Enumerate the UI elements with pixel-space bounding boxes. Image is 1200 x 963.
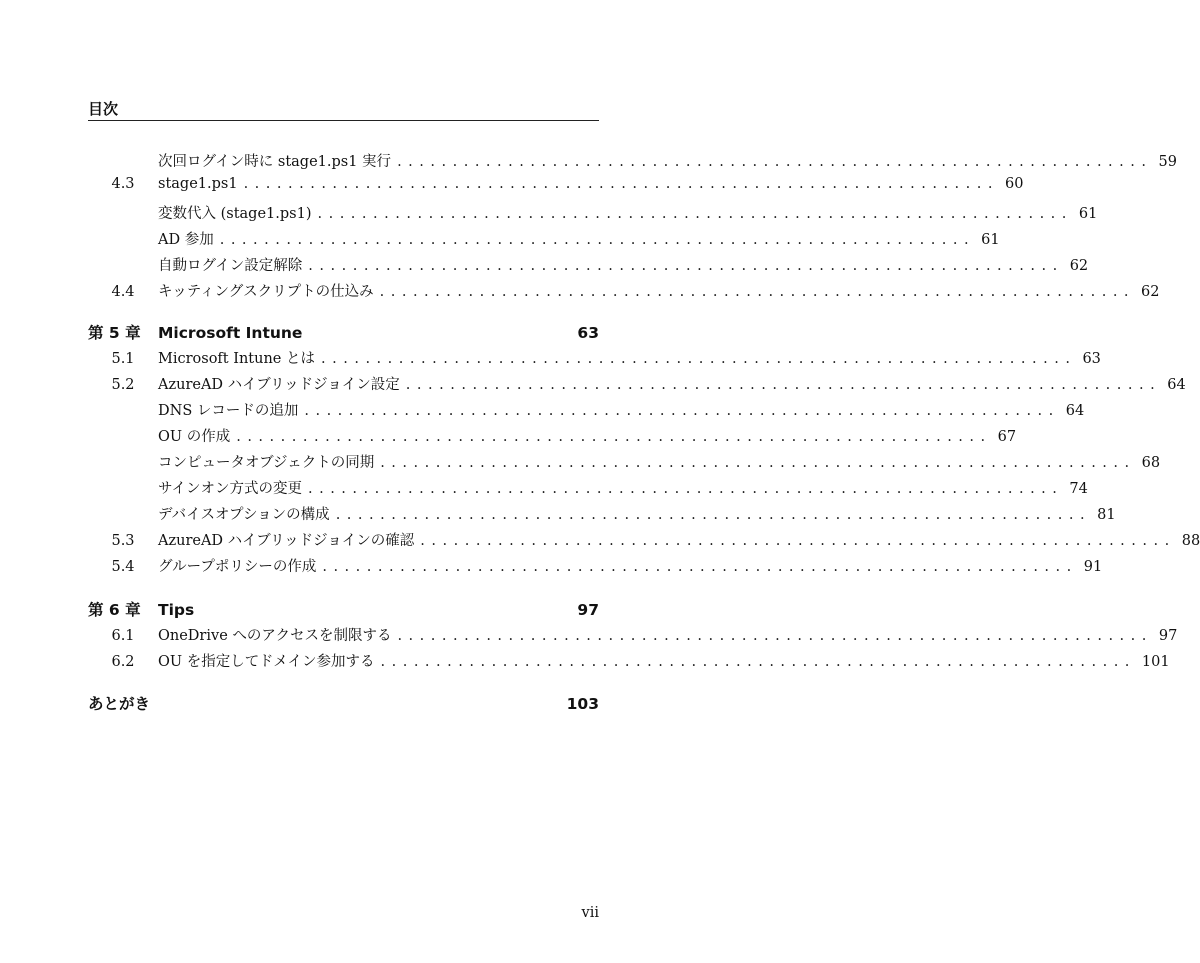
- entry-title: DNS レコードの追加: [158, 403, 299, 419]
- page-number: 67: [997, 429, 1017, 445]
- entry-title: 自動ログイン設定解除: [158, 258, 303, 274]
- entry-title: グループポリシーの作成: [158, 559, 317, 575]
- chapter-heading[interactable]: [88, 598, 599, 620]
- toc-entry[interactable]: [88, 529, 1200, 551]
- entry-title: キッティングスクリプトの仕込み: [158, 284, 374, 300]
- page-number: 62: [1069, 258, 1089, 274]
- toc-entry[interactable]: [88, 150, 1177, 172]
- entry-title: 変数代入 (stage1.ps1): [158, 206, 312, 222]
- toc-entry[interactable]: [88, 451, 1161, 473]
- page-number: 103: [566, 695, 599, 713]
- page-number: 61: [981, 232, 1000, 248]
- section-number: 4.3: [111, 176, 135, 192]
- leader-dots: ....................................................................: [379, 284, 1136, 300]
- page-header: [88, 96, 599, 121]
- toc-entry[interactable]: [88, 555, 1103, 577]
- entry-title: デバイスオプションの構成: [158, 507, 330, 523]
- entry-title: Microsoft Intune とは: [158, 351, 316, 367]
- leader-dots: ....................................................................: [335, 507, 1092, 523]
- leader-dots: ....................................................................: [380, 455, 1136, 471]
- section-number: 5.4: [111, 559, 135, 575]
- toc-entry[interactable]: [88, 254, 1089, 276]
- footer-page-number: vii: [581, 905, 599, 921]
- leader-dots: ....................................................................: [397, 154, 1153, 170]
- toc-entry[interactable]: [88, 425, 1017, 447]
- toc-entry[interactable]: [88, 176, 1024, 198]
- leader-dots: ....................................................................: [308, 258, 1064, 274]
- afterword-heading[interactable]: [88, 692, 599, 714]
- entry-title: OneDrive へのアクセスを制限する: [158, 628, 392, 644]
- toc-entry[interactable]: [88, 624, 1178, 646]
- page-number: 61: [1078, 206, 1098, 222]
- entry-title: AzureAD ハイブリッドジョインの確認: [158, 533, 415, 549]
- leader-dots: ....................................................................: [397, 628, 1153, 644]
- page-number: 91: [1083, 559, 1103, 575]
- chapter-number: 第 5 章: [88, 324, 141, 342]
- section-number: 5.1: [111, 351, 135, 367]
- toc-entry[interactable]: [88, 202, 1098, 224]
- toc-entry[interactable]: [88, 280, 1160, 302]
- leader-dots: ....................................................................: [307, 481, 1064, 497]
- page-number: 101: [1141, 654, 1170, 670]
- page-number: 64: [1167, 377, 1186, 393]
- page-number: 97: [577, 601, 599, 619]
- entry-title: OU を指定してドメイン参加する: [158, 654, 375, 670]
- toc-entry[interactable]: [88, 650, 1170, 672]
- page-number: 64: [1065, 403, 1085, 419]
- entry-title: stage1.ps1: [158, 176, 238, 192]
- page-number: 59: [1158, 154, 1177, 170]
- page-number: 63: [1082, 351, 1101, 367]
- toc-entry[interactable]: [88, 347, 1101, 369]
- section-number: 6.1: [111, 628, 135, 644]
- section-number: 4.4: [111, 284, 135, 300]
- toc-entry[interactable]: [88, 373, 1186, 395]
- page-number: 62: [1141, 284, 1160, 300]
- leader-dots: ....................................................................: [317, 206, 1073, 222]
- toc-entry[interactable]: [88, 228, 1000, 250]
- leader-dots: ....................................................................: [380, 654, 1136, 670]
- leader-dots: ....................................................................: [405, 377, 1162, 393]
- entry-title: 次回ログイン時に stage1.ps1 実行: [158, 154, 392, 170]
- leader-dots: ....................................................................: [219, 232, 976, 248]
- chapter-number: 第 6 章: [88, 601, 141, 619]
- entry-title: OU の作成: [158, 429, 231, 445]
- page-number: 81: [1097, 507, 1116, 523]
- chapter-title: Tips: [158, 601, 195, 619]
- leader-dots: ....................................................................: [236, 429, 992, 445]
- page-title: 目次: [88, 100, 119, 118]
- entry-title: AzureAD ハイブリッドジョイン設定: [158, 377, 400, 393]
- chapter-heading[interactable]: [88, 321, 599, 343]
- page-number: 63: [577, 324, 599, 342]
- section-number: 5.3: [111, 533, 135, 549]
- page-number: 68: [1141, 455, 1161, 471]
- section-number: 6.2: [111, 654, 135, 670]
- leader-dots: ....................................................................: [322, 559, 1078, 575]
- entry-title: AD 参加: [158, 232, 214, 248]
- entry-title: サインオン方式の変更: [158, 481, 302, 497]
- page-number: 88: [1181, 533, 1200, 549]
- toc-entry[interactable]: [88, 503, 1116, 525]
- page-number: 74: [1069, 481, 1088, 497]
- leader-dots: ....................................................................: [420, 533, 1176, 549]
- leader-dots: ....................................................................: [304, 403, 1060, 419]
- leader-dots: ....................................................................: [321, 351, 1077, 367]
- leader-dots: ....................................................................: [243, 176, 999, 192]
- entry-title: コンピュータオブジェクトの同期: [158, 455, 375, 471]
- chapter-title: あとがき: [88, 695, 151, 713]
- toc-entry[interactable]: [88, 477, 1088, 499]
- page-number: 60: [1004, 176, 1024, 192]
- page-number: 97: [1158, 628, 1178, 644]
- chapter-title: Microsoft Intune: [158, 324, 303, 342]
- section-number: 5.2: [111, 377, 135, 393]
- toc-entry[interactable]: [88, 399, 1085, 421]
